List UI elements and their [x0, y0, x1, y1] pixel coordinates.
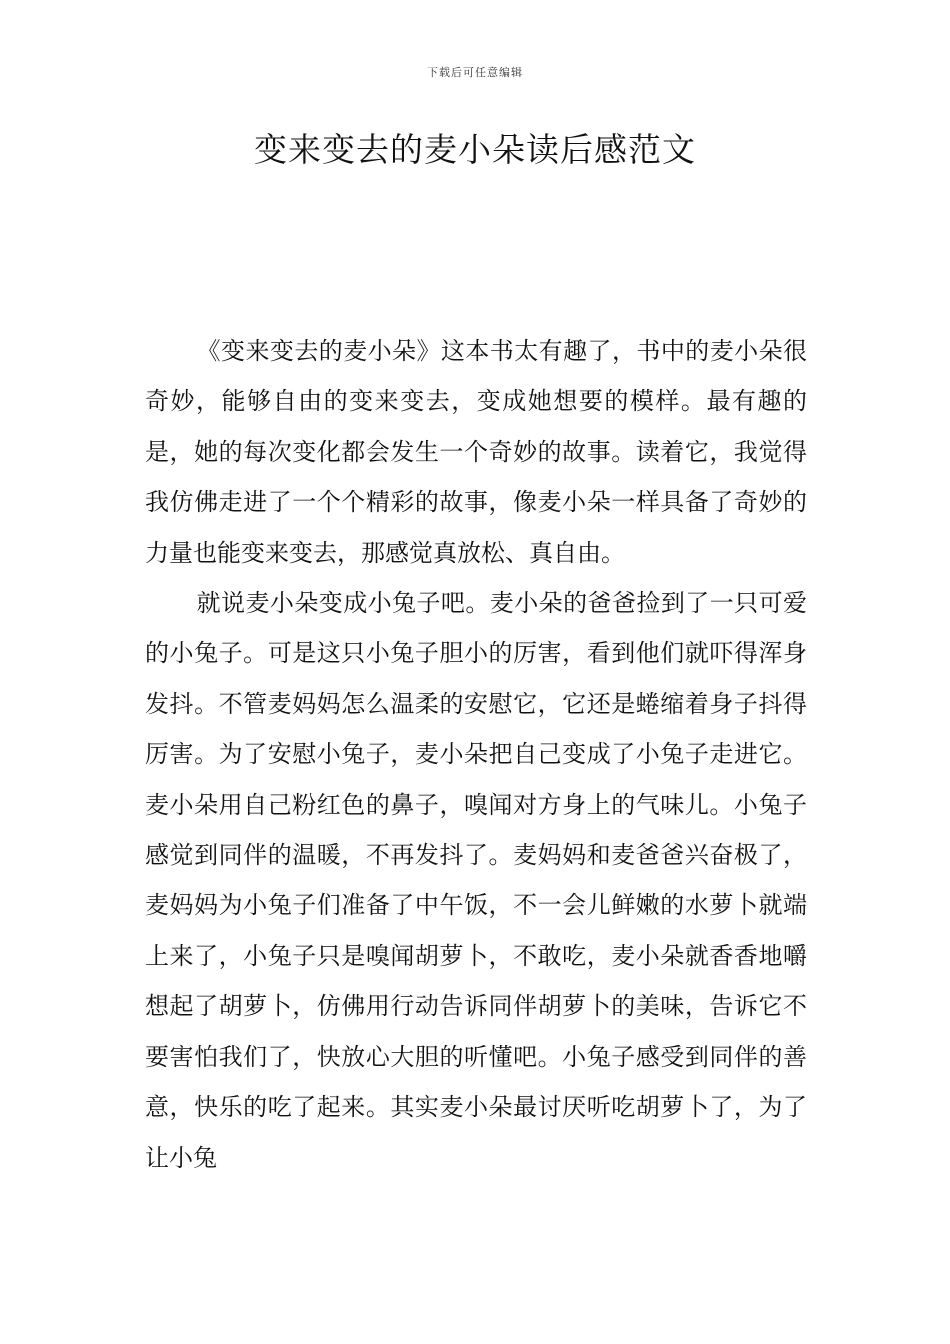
document-title: 变来变去的麦小朵读后感范文	[254, 130, 696, 169]
paragraph: 《变来变去的麦小朵》这本书太有趣了，书中的麦小朵很奇妙，能够自由的变来变去，变成她想要的模样。最有趣的是，她的每次变化都会发生一个奇妙的故事。读着它，我觉得我仿佛走进了一个个精彩的故事，像麦小朵一样具备了奇妙的力量也能变来变去，那感觉真放松、真自由。	[145, 337, 807, 567]
document-body	[145, 326, 807, 1183]
header-note: 下载后可任意编辑	[427, 66, 523, 79]
paragraph: 就说麦小朵变成小兔子吧。麦小朵的爸爸捡到了一只可爱的小兔子。可是这只小兔子胆小的厉害，看到他们就吓得浑身发抖。不管麦妈妈怎么温柔的安慰它，它还是蜷缩着身子抖得厉害。为了安慰小兔子，麦小朵把自己变成了小兔子走进它。麦小朵用自己粉红色的鼻子，嗅闻对方身上的气味儿。小兔子感觉到同伴的温暖，不再发抖了。麦妈妈和麦爸爸兴奋极了，麦妈妈为小兔子们准备了中午饭，不一会儿鲜嫩的水萝卜就端上来了，小兔子只是嗅闻胡萝卜，不敢吃，麦小朵就香香地嚼想起了胡萝卜，仿佛用行动告诉同伴胡萝卜的美味，告诉它不要害怕我们了，快放心大胆的听懂吧。小兔子感受到同伴的善意，快乐的吃了起来。其实麦小朵最讨厌听吃胡萝卜了，为了让小兔	[145, 589, 807, 1172]
